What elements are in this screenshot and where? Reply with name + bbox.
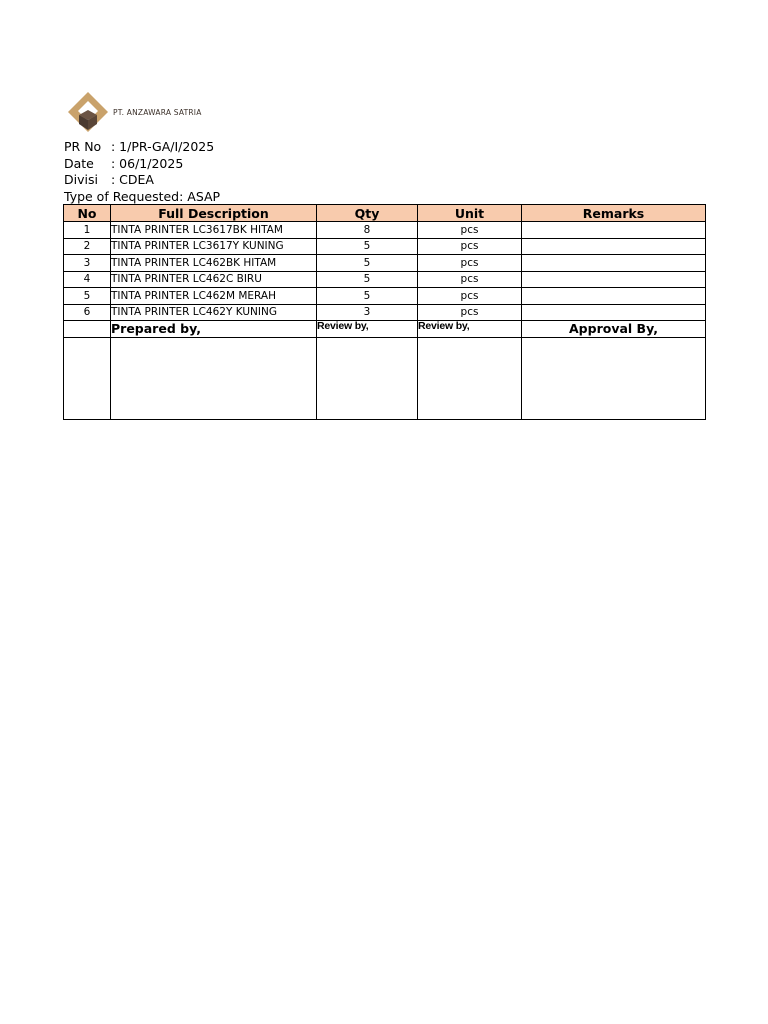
header-remarks: Remarks: [522, 205, 706, 222]
signature-header-row: [64, 321, 706, 338]
row-qty: 3: [317, 304, 418, 321]
row-remarks: [522, 304, 706, 321]
row-unit: pcs: [418, 222, 522, 239]
review-by-label: Review by,: [317, 321, 418, 338]
pr-number-value: : 1/PR-GA/I/2025: [111, 139, 215, 154]
row-description: TINTA PRINTER LC462BK HITAM: [111, 255, 317, 272]
header-description: Full Description: [111, 205, 317, 222]
approval-by-label: Approval By,: [522, 321, 706, 338]
row-no: 4: [64, 271, 111, 288]
row-unit: pcs: [418, 255, 522, 272]
review-signature-box: [317, 338, 418, 420]
divisi-label: Divisi: [64, 172, 98, 188]
row-no: 2: [64, 238, 111, 255]
date-label: Date: [64, 155, 94, 171]
date-row: [64, 156, 220, 173]
review-signature-box-2: [418, 338, 522, 420]
table-row: [64, 238, 706, 255]
table-header-row: [64, 205, 706, 222]
row-no: 3: [64, 255, 111, 272]
row-qty: 5: [317, 238, 418, 255]
row-no: 6: [64, 304, 111, 321]
row-unit: pcs: [418, 288, 522, 305]
header-unit: Unit: [418, 205, 522, 222]
company-name: PT. ANZAWARA SATRIA: [113, 108, 202, 117]
row-description: TINTA PRINTER LC462M MERAH: [111, 288, 317, 305]
signature-space-row: [64, 338, 706, 420]
row-remarks: [522, 288, 706, 305]
pr-number-row: [64, 139, 220, 156]
divisi-value: : CDEA: [111, 172, 154, 188]
signature-blank-cell: [64, 338, 111, 420]
review-by-label-2: Review by,: [418, 321, 522, 338]
row-remarks: [522, 255, 706, 272]
row-description: TINTA PRINTER LC462Y KUNING: [111, 304, 317, 321]
row-qty: 5: [317, 288, 418, 305]
table-row: [64, 288, 706, 305]
row-description: TINTA PRINTER LC3617BK HITAM: [111, 222, 317, 239]
row-description: TINTA PRINTER LC3617Y KUNING: [111, 238, 317, 255]
pr-number-label: PR No: [64, 139, 102, 154]
row-qty: 8: [317, 222, 418, 239]
prepared-by-label: Prepared by,: [111, 321, 317, 338]
table-row: [64, 255, 706, 272]
row-description: TINTA PRINTER LC462C BIRU: [111, 271, 317, 288]
row-qty: 5: [317, 271, 418, 288]
table-row: [64, 222, 706, 239]
request-type: Type of Requested: ASAP: [64, 188, 221, 204]
row-unit: pcs: [418, 304, 522, 321]
header-no: No: [64, 205, 111, 222]
approval-signature-box: [522, 338, 706, 420]
row-remarks: [522, 238, 706, 255]
row-remarks: [522, 271, 706, 288]
header-qty: Qty: [317, 205, 418, 222]
request-meta: [64, 139, 220, 205]
divisi-row: [64, 172, 220, 189]
table-row: [64, 304, 706, 321]
row-no: 1: [64, 222, 111, 239]
row-unit: pcs: [418, 238, 522, 255]
company-logo: [66, 90, 206, 136]
company-logo-mark: [66, 90, 110, 136]
prepared-signature-box: [111, 338, 317, 420]
date-value: : 06/1/2025: [111, 155, 184, 171]
table-row: [64, 271, 706, 288]
row-remarks: [522, 222, 706, 239]
row-no: 5: [64, 288, 111, 305]
row-qty: 5: [317, 255, 418, 272]
purchase-request-table: [63, 204, 706, 420]
row-unit: pcs: [418, 271, 522, 288]
signature-blank-cell: [64, 321, 111, 338]
